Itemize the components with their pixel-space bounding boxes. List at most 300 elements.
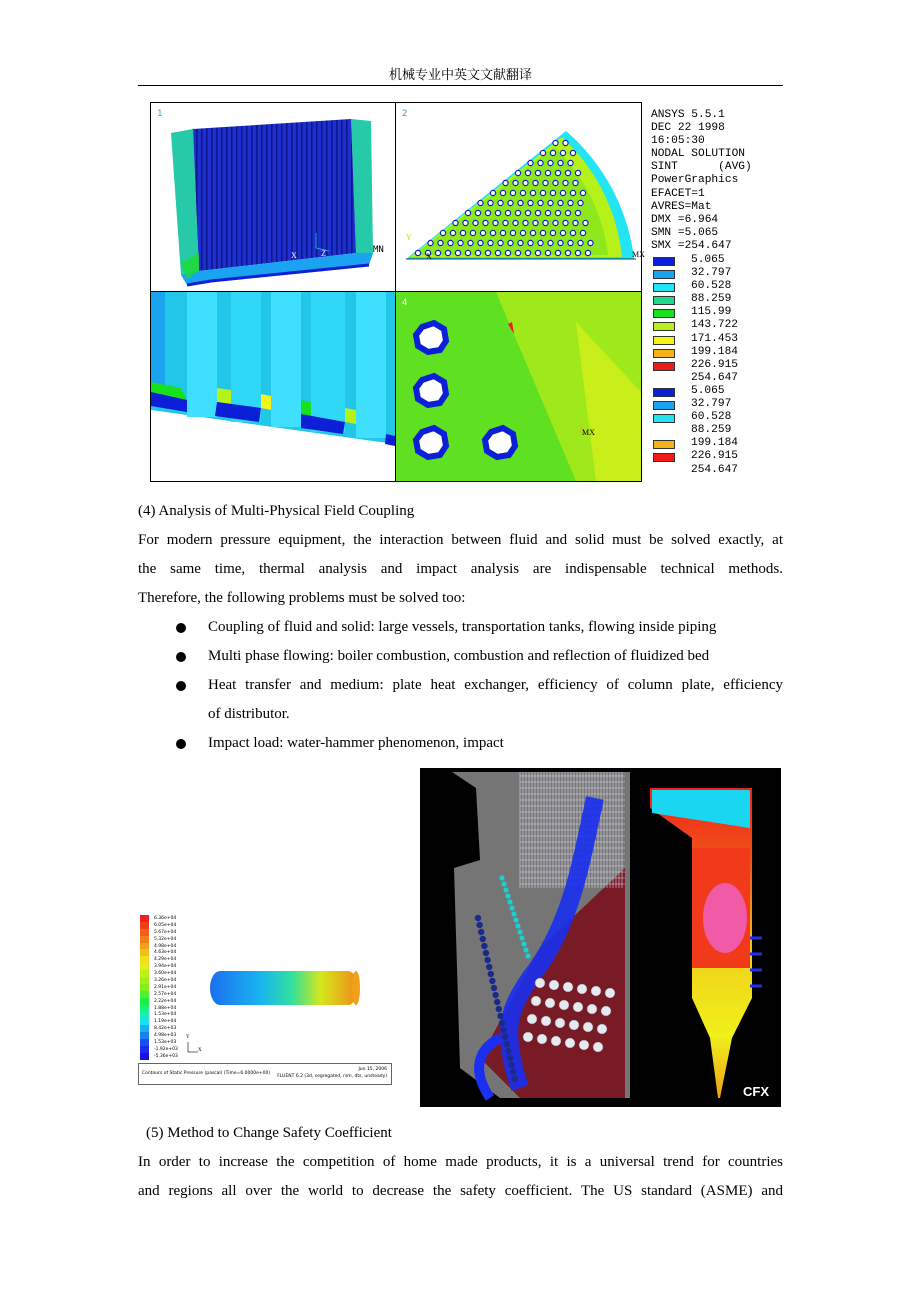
- tube-hole: [478, 200, 483, 205]
- hole-detail-plot: [396, 292, 641, 481]
- tube-hole: [540, 150, 545, 155]
- legend-value: 171.453: [691, 332, 738, 345]
- particle-bead: [486, 964, 492, 970]
- tube-hole: [575, 250, 580, 255]
- tube-hole: [498, 240, 503, 245]
- tube-hole: [478, 240, 483, 245]
- particle-bead: [488, 971, 494, 977]
- legend-value: 5.065: [691, 254, 725, 266]
- section-5-heading: (5) Method to Change Safety Coefficient: [146, 1125, 392, 1141]
- problem-list: [176, 613, 783, 758]
- tube-hole: [568, 240, 573, 245]
- tube-hole: [540, 190, 545, 195]
- tube-hole: [523, 220, 528, 225]
- caption-date: Jun 15, 2006: [358, 1067, 387, 1072]
- tube-hole: [573, 220, 578, 225]
- paragraph-line: In order to increase the competition of home made products, it is a universal trend for countries: [138, 1154, 783, 1170]
- tube-hole: [525, 210, 530, 215]
- tube-hole: [550, 190, 555, 195]
- min-marker: MN: [373, 245, 384, 255]
- particle-bead: [492, 992, 498, 998]
- legend-swatch: [653, 270, 675, 279]
- legend-value: 254.647: [691, 371, 738, 384]
- nozzle-ball: [559, 1000, 569, 1010]
- nozzle-ball: [601, 1006, 611, 1016]
- particle-bead: [478, 929, 484, 935]
- tube-hole: [483, 220, 488, 225]
- legend-swatch: [653, 414, 675, 423]
- tube-hole: [415, 250, 420, 255]
- tube-hole: [523, 180, 528, 185]
- list-item: Heat transfer and medium: plate heat exchanger, efficiency of column plate, efficiency of distributor.: [176, 671, 783, 729]
- tube-hole: [468, 240, 473, 245]
- tube-hole: [538, 160, 543, 165]
- particle-bead: [502, 1034, 508, 1040]
- legend-swatch: [653, 336, 675, 345]
- max-marker-2: MX: [582, 428, 595, 437]
- section-4-heading: (4) Analysis of Multi-Physical Field Coupling: [138, 503, 415, 519]
- section-4-paragraph: [138, 526, 783, 613]
- tube-hole: [553, 180, 558, 185]
- legend-value: 5.32e+04: [154, 936, 177, 942]
- fluent-pressure-figure: [138, 915, 393, 1087]
- tube-hole: [510, 190, 515, 195]
- tube-hole: [565, 210, 570, 215]
- particle-bead: [496, 1006, 502, 1012]
- tube-hole: [463, 220, 468, 225]
- particle-bead: [507, 899, 512, 904]
- tube-hole: [580, 230, 585, 235]
- ansys-info-line: DMX =6.964: [651, 213, 719, 226]
- tube-hole: [555, 250, 560, 255]
- legend-swatch: [653, 401, 675, 410]
- nozzle-ball: [565, 1038, 575, 1048]
- particle-bead: [505, 1048, 511, 1054]
- tube-hole: [573, 180, 578, 185]
- tube-hole: [500, 190, 505, 195]
- paragraph-line: Therefore, the following problems must be solved too:: [138, 590, 466, 606]
- particle-bead: [475, 915, 481, 921]
- tube-hole: [575, 170, 580, 175]
- tube-hole: [498, 200, 503, 205]
- tube-hole: [565, 170, 570, 175]
- tube-hole: [575, 210, 580, 215]
- nozzle-ball: [605, 988, 615, 998]
- cfx-boiler-figure: [420, 768, 781, 1107]
- particle-bead: [476, 922, 482, 928]
- legend-value: 88.259: [691, 424, 732, 437]
- tube-hole: [565, 250, 570, 255]
- legend-value: 1.88e+04: [154, 1005, 177, 1011]
- legend-swatch: [653, 388, 675, 397]
- tube-hole: [513, 180, 518, 185]
- legend-value: 2.22e+04: [154, 998, 177, 1004]
- legend-value: 5.67e+04: [154, 929, 177, 935]
- ansys-info-line: SMX =254.647: [651, 239, 732, 252]
- ansys-info-line: EFACET=1: [651, 187, 705, 200]
- panel-3-tube-detail: [151, 292, 396, 481]
- tube-hole: [528, 200, 533, 205]
- tube-hole: [515, 250, 520, 255]
- particle-bead: [494, 999, 500, 1005]
- legend-value: 4.98e+03: [154, 1033, 177, 1039]
- caption-solver: FLUENT 6.2 (3d, segregated, rsm, dts, unsteady): [277, 1074, 387, 1079]
- legend-value: 1.53e+04: [154, 1012, 177, 1018]
- legend-swatch: [653, 453, 675, 462]
- legend-value: 199.184: [691, 437, 738, 450]
- tube-hole: [555, 210, 560, 215]
- legend-swatch: [653, 283, 675, 292]
- tube-hole: [545, 170, 550, 175]
- tube-hole: [503, 220, 508, 225]
- tube-hole: [503, 180, 508, 185]
- legend-value: 32.797: [691, 267, 732, 280]
- legend-swatch: [653, 349, 675, 358]
- tube-hole: [475, 250, 480, 255]
- ansys-info-line: DEC 22 1998: [651, 122, 725, 135]
- tube-hole: [530, 190, 535, 195]
- ansys-info-line: SINT (AVG): [651, 161, 752, 174]
- legend-value: 60.528: [691, 411, 732, 424]
- tube-hole: [508, 200, 513, 205]
- panel-1-number: 1: [157, 109, 163, 119]
- axis-triad: [186, 1040, 206, 1056]
- particle-bead: [523, 947, 528, 952]
- tube-hole: [578, 200, 583, 205]
- tube-hole: [435, 250, 440, 255]
- nozzle-ball: [537, 1034, 547, 1044]
- tube-hole: [488, 200, 493, 205]
- nozzle-ball: [583, 1022, 593, 1032]
- legend-value: 3.94e+04: [154, 964, 177, 970]
- legend-value: 88.259: [691, 293, 732, 306]
- tube-hole: [525, 170, 530, 175]
- tube-hole: [538, 240, 543, 245]
- nozzle-ball: [587, 1004, 597, 1014]
- tube-hole: [510, 230, 515, 235]
- tube-hole: [540, 230, 545, 235]
- tube-hole: [485, 250, 490, 255]
- legend-value: 4.29e+04: [154, 957, 177, 963]
- legend-value: 1.53e+03: [154, 1040, 177, 1046]
- legend-value: 115.99: [691, 306, 732, 319]
- legend-value: 2.57e+04: [154, 991, 177, 997]
- tube-hole: [525, 250, 530, 255]
- tube-hole: [465, 250, 470, 255]
- nozzle-ball: [563, 982, 573, 992]
- fluent-caption-box: [138, 1063, 392, 1085]
- legend-value: 199.184: [691, 345, 738, 358]
- tube-hole: [458, 240, 463, 245]
- nozzle-ball: [541, 1016, 551, 1026]
- legend-swatch: [653, 257, 675, 266]
- tube-detail-plot: [151, 292, 395, 481]
- nozzle-ball: [527, 1014, 537, 1024]
- legend-value: 3.26e+04: [154, 978, 177, 984]
- tube-hole: [448, 240, 453, 245]
- legend-swatch: [140, 1053, 149, 1060]
- legend-swatch: [653, 296, 675, 305]
- legend-value: 143.722: [691, 319, 738, 332]
- nozzle-ball: [535, 978, 545, 988]
- tube-hole: [473, 220, 478, 225]
- ansys-info-line: SMN =5.065: [651, 226, 719, 239]
- tube-hole: [563, 220, 568, 225]
- bullet-icon: [176, 623, 186, 633]
- legend-swatch: [653, 309, 675, 318]
- legend-swatch: [653, 362, 675, 371]
- tube-hole: [490, 190, 495, 195]
- panel-1-vessel-3d: [151, 103, 396, 292]
- particle-bead: [484, 957, 490, 963]
- axis-x-label-2: X: [426, 252, 432, 261]
- tube-hole: [560, 190, 565, 195]
- panel-2-number: 2: [402, 109, 408, 119]
- tube-hole: [548, 240, 553, 245]
- particle-bead: [515, 923, 520, 928]
- tube-hole: [543, 220, 548, 225]
- paragraph-line: the same time, thermal analysis and impact analysis are indispensable technical methods.: [138, 561, 783, 577]
- tube-hole: [505, 250, 510, 255]
- tube-hole: [493, 220, 498, 225]
- tube-hole: [460, 230, 465, 235]
- tube-hole: [475, 210, 480, 215]
- particle-bead: [480, 936, 486, 942]
- legend-value: 4.98e+04: [154, 943, 177, 949]
- tube-hole: [495, 250, 500, 255]
- tube-hole: [465, 210, 470, 215]
- tube-hole: [515, 170, 520, 175]
- nozzle-ball: [545, 998, 555, 1008]
- legend-value: 32.797: [691, 398, 732, 411]
- tube-hole: [570, 190, 575, 195]
- tube-hole: [553, 220, 558, 225]
- tube-hole: [583, 220, 588, 225]
- tube-hole: [438, 240, 443, 245]
- tube-hole: [508, 240, 513, 245]
- particle-bead: [499, 1020, 505, 1026]
- tube-hole: [518, 200, 523, 205]
- particle-bead: [500, 1027, 506, 1033]
- tube-hole: [495, 210, 500, 215]
- tube-hole: [520, 190, 525, 195]
- tube-hole: [533, 180, 538, 185]
- particle-bead: [510, 1069, 516, 1075]
- legend-value: 254.647: [691, 463, 738, 476]
- max-marker: MX: [632, 250, 645, 259]
- tube-hole: [490, 230, 495, 235]
- particle-bead: [504, 1041, 510, 1047]
- legend-value: 60.528: [691, 280, 732, 293]
- tube-hole: [588, 240, 593, 245]
- tube-hole: [428, 240, 433, 245]
- bullet-icon: [176, 739, 186, 749]
- boiler-flow-plot: [420, 768, 781, 1107]
- tube-hole: [455, 250, 460, 255]
- legend-value: 3.60e+04: [154, 971, 177, 977]
- particle-bead: [481, 943, 487, 949]
- tube-hole: [550, 230, 555, 235]
- legend-value: 6.05e+04: [154, 922, 177, 928]
- particle-bead: [512, 1076, 518, 1082]
- tube-hole: [580, 190, 585, 195]
- ansys-info-line: NODAL SOLUTION: [651, 148, 745, 161]
- legend-value: 8.42e+03: [154, 1026, 177, 1032]
- tube-hole: [543, 180, 548, 185]
- nozzle-ball: [549, 980, 559, 990]
- nozzle-ball: [591, 986, 601, 996]
- paragraph-line: For modern pressure equipment, the interaction between fluid and solid must be solved exactly, at: [138, 532, 783, 548]
- tube-hole: [570, 150, 575, 155]
- particle-bead: [508, 1062, 514, 1068]
- nozzle-ball: [569, 1020, 579, 1030]
- particle-bead: [483, 950, 489, 956]
- particle-bead: [521, 941, 526, 946]
- nozzle-ball: [577, 984, 587, 994]
- tube-hole: [485, 210, 490, 215]
- paragraph-line: and regions all over the world to decrease the safety coefficient. The US standard (ASME) and: [138, 1183, 783, 1199]
- tube-hole: [480, 230, 485, 235]
- legend-value: 5.065: [691, 384, 725, 397]
- particle-bead: [525, 953, 530, 958]
- tube-hole: [440, 230, 445, 235]
- particle-bead: [519, 935, 524, 940]
- panel-4-number: 4: [402, 298, 408, 308]
- tube-hole: [453, 220, 458, 225]
- tube-hole: [450, 230, 455, 235]
- legend-swatch: [653, 440, 675, 449]
- tube-hole: [535, 250, 540, 255]
- nozzle-ball: [555, 1018, 565, 1028]
- tube-hole: [568, 200, 573, 205]
- ansys-info-line: AVRES=Mat: [651, 200, 712, 213]
- particle-bead: [509, 905, 514, 910]
- tube-hole: [558, 240, 563, 245]
- tube-hole: [560, 230, 565, 235]
- tube-hole: [558, 200, 563, 205]
- tube-hole: [545, 210, 550, 215]
- tube-hole: [570, 230, 575, 235]
- particle-bead: [505, 893, 510, 898]
- legend-value: 6.36e+04: [154, 916, 177, 921]
- panel-4-hole-detail: [396, 292, 641, 481]
- tube-hole: [585, 250, 590, 255]
- tube-hole: [518, 240, 523, 245]
- nozzle-ball: [593, 1042, 603, 1052]
- legend-value: 226.915: [691, 450, 738, 463]
- tube-hole: [445, 250, 450, 255]
- ansys-info-line: 16:05:30: [651, 135, 705, 148]
- nozzle-ball: [531, 996, 541, 1006]
- page-header: 机械专业中英文文献翻译: [388, 67, 532, 82]
- tube-hole: [535, 210, 540, 215]
- nozzle-ball: [551, 1036, 561, 1046]
- particle-bead: [503, 887, 508, 892]
- tube-hole: [470, 230, 475, 235]
- tube-hole: [548, 200, 553, 205]
- bullet-icon: [176, 681, 186, 691]
- tube-hole: [530, 230, 535, 235]
- nozzle-ball: [523, 1032, 533, 1042]
- tube-hole: [555, 170, 560, 175]
- tube-hole: [568, 160, 573, 165]
- tube-hole: [528, 240, 533, 245]
- header-rule: [138, 85, 783, 86]
- axis-x-label: X: [198, 1048, 202, 1053]
- legend-value: -1.92e+03: [154, 1046, 178, 1052]
- ansys-stress-figure: [150, 102, 645, 482]
- tubesheet-section-plot: [396, 103, 641, 291]
- axis-x-label: X: [291, 251, 297, 260]
- particle-bead: [511, 911, 516, 916]
- tube-hole: [520, 230, 525, 235]
- list-item: Impact load: water-hammer phenomenon, impact: [176, 729, 783, 758]
- tube-hole: [513, 220, 518, 225]
- tube-hole: [500, 230, 505, 235]
- tube-hole: [533, 220, 538, 225]
- ansys-info-line: PowerGraphics: [651, 174, 739, 187]
- tube-hole: [563, 180, 568, 185]
- tube-hole: [505, 210, 510, 215]
- list-item: Coupling of fluid and solid: large vessels, transportation tanks, flowing inside piping: [176, 613, 783, 642]
- pipe-contour-plot: [208, 965, 368, 1010]
- axis-y-label: Y: [406, 233, 412, 242]
- tube-hole: [560, 150, 565, 155]
- particle-bead: [513, 917, 518, 922]
- legend-value: -5.36e+03: [154, 1053, 178, 1059]
- legend-value: 1.19e+04: [154, 1019, 177, 1025]
- particle-bead: [497, 1013, 503, 1019]
- axis-z-label: Z: [321, 249, 326, 258]
- nozzle-ball: [579, 1040, 589, 1050]
- bullet-icon: [176, 652, 186, 662]
- vessel-3d-plot: [151, 103, 395, 291]
- nozzle-ball: [597, 1024, 607, 1034]
- tube-hole: [538, 200, 543, 205]
- list-item: Multi phase flowing: boiler combustion, combustion and reflection of fluidized bed: [176, 642, 783, 671]
- tube-hole: [548, 160, 553, 165]
- cfx-logo: CFX: [743, 1084, 769, 1099]
- tube-hole: [558, 160, 563, 165]
- nozzle-ball: [573, 1002, 583, 1012]
- particle-bead: [517, 929, 522, 934]
- particle-bead: [501, 881, 506, 886]
- particle-bead: [499, 875, 504, 880]
- ansys-info-block: [651, 109, 752, 253]
- particle-bead: [507, 1055, 513, 1061]
- particle-bead: [491, 985, 497, 991]
- legend-value: 4.63e+04: [154, 950, 177, 956]
- legend-value: 226.915: [691, 358, 738, 371]
- caption-left: Contours of Static Pressure (pascal) (Time=6.0000e+00): [142, 1071, 271, 1076]
- ansys-info-line: ANSYS 5.5.1: [651, 109, 725, 121]
- tube-hole: [553, 140, 558, 145]
- tube-hole: [528, 160, 533, 165]
- tube-hole: [545, 250, 550, 255]
- tube-hole: [515, 210, 520, 215]
- legend-swatch: [653, 322, 675, 331]
- particle-bead: [489, 978, 495, 984]
- tube-hole: [535, 170, 540, 175]
- tube-hole: [550, 150, 555, 155]
- tube-hole: [563, 140, 568, 145]
- tube-hole: [488, 240, 493, 245]
- legend-value: 2.91e+04: [154, 984, 177, 990]
- tube-hole: [578, 240, 583, 245]
- axis-y-label: Y: [186, 1035, 190, 1040]
- section-5-paragraph: [138, 1148, 783, 1206]
- panel-2-tubesheet-section: [396, 103, 645, 292]
